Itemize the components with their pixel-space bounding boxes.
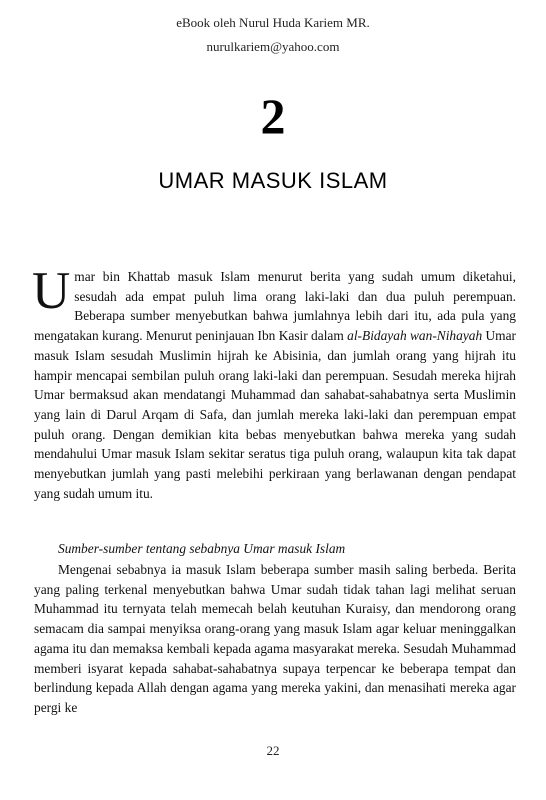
paragraph-1: [32, 262, 516, 503]
page-number: 22: [266, 743, 280, 758]
paragraph-1-text-a: mar bin Khattab masuk Islam menurut berita yang sudah umum diketahui, sesudah ada empat puluh lima orang laki-laki dan dua puluh perempuan. Beberapa sumber menyebutkan bahwa jumlahnya lebih dari itu, ada pula yang mengatakan kurang. Menurut peninjauan Ibn Kasir dalam: [34, 269, 516, 344]
section-subheading: Sumber-sumber tentang sebabnya Umar masuk Islam: [58, 541, 346, 556]
header-email: nurulkariem@yahoo.com: [206, 39, 340, 54]
drop-cap: U: [32, 262, 71, 320]
paragraph-1-text-b: Umar masuk Islam sesudah Muslimin hijrah ke Abisinia, dan jumlah orang yang hijrah itu hampir mencapai sembilan puluh orang laki-laki dan perempuan. Sesudah mereka hijrah Umar bermaksud akan mendatangi Muhammad dan sahabat-sahabatnya serta Muslimin yang lain di Darul Arqam di Safa, dan jumlah mereka laki-laki dan perempuan empat puluh orang. Dengan demikian kita bebas menyebutkan bahwa mereka yang sudah mendahului Umar masuk Islam sekitar seratus tiga puluh orang, walaupun kita tak dapat menyebutkan jumlah yang pasti melebihi perkiraan yang berlawanan dengan pendapat yang sudah umum itu.: [34, 328, 516, 501]
header-author: eBook oleh Nurul Huda Kariem MR.: [176, 15, 370, 30]
book-title-italic: al-Bidayah wan-Nihayah: [347, 328, 483, 344]
chapter-number: 2: [260, 88, 286, 144]
paragraph-2: Mengenai sebabnya ia masuk Islam beberapa sumber masih saling berbeda. Berita yang paling terkenal menyebutkan bahwa Umar sudah tidak tahan lagi melihat seruan Muhammad itu ternyata telah memecah belah keutuhan Kuraisy, dan mendorong orang semacam dia sampai menyiksa orang-orang yang masuk Islam agar keluar meninggalkan agama itu dan memaksa kembali kepada agama masyarakat mereka. Sesudah Muhammad memberi isyarat kepada sahabat-sahabatnya supaya terpencar ke beberapa tempat dan berlindung kepada Allah dengan agama yang mereka yakini, dan menasihati mereka agar pergi ke: [34, 562, 516, 715]
chapter-title: UMAR MASUK ISLAM: [158, 168, 388, 193]
